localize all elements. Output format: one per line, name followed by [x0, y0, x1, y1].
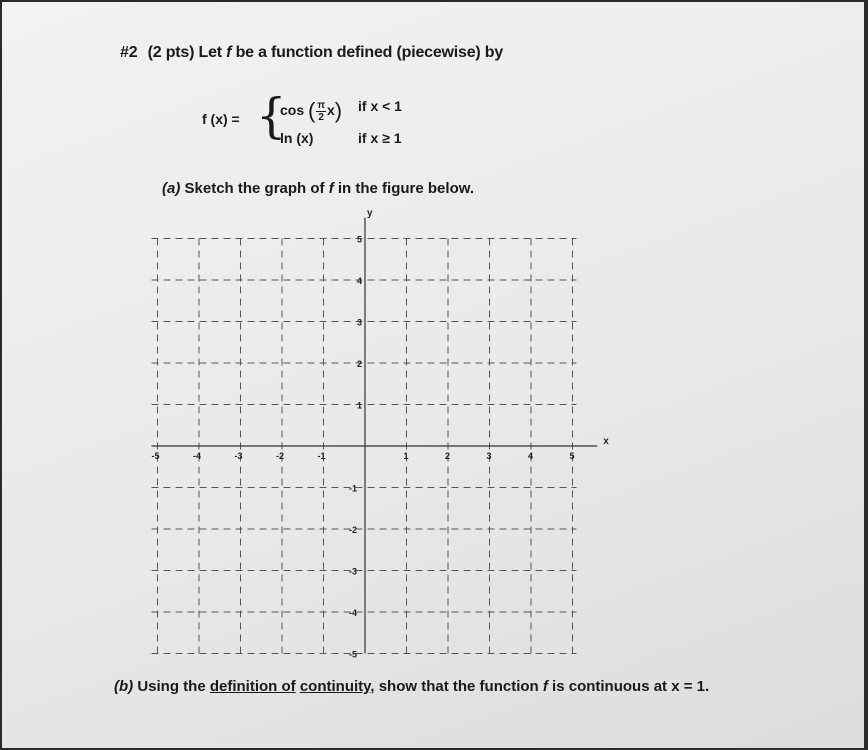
x-tick-label: -5 [151, 451, 160, 461]
y-axis-label: y [367, 207, 373, 219]
fraction-numerator: π [317, 99, 325, 111]
x-tick-label: -1 [317, 451, 326, 461]
y-tick-label: 2 [357, 359, 363, 369]
x-tick-label: -4 [193, 451, 202, 461]
open-paren: ( [308, 98, 316, 123]
y-tick-label: -5 [349, 649, 358, 660]
problem-points: (2 pts) [147, 44, 195, 61]
statement-var: f [226, 44, 232, 61]
x-tick-label: 5 [569, 451, 575, 461]
y-tick-label: 5 [357, 234, 363, 245]
part-a-var: f [328, 180, 334, 197]
case1-function: cos [280, 102, 305, 118]
y-tick-label: -4 [349, 608, 358, 618]
continuity-link: continuity [299, 678, 371, 695]
problem-number: #2 [120, 44, 138, 61]
x-tick-label: 1 [403, 451, 409, 461]
part-a-text-pre: Sketch the graph of [184, 180, 325, 197]
part-b-text-pre: Using the [137, 678, 206, 695]
statement-pre: Let [198, 44, 222, 61]
x-axis-label: x [603, 436, 609, 447]
left-brace: { [256, 88, 287, 144]
y-tick-label: -3 [349, 566, 358, 577]
coordinate-grid[interactable] [2, 2, 864, 748]
part-b-label: (b) [114, 678, 134, 695]
x-tick-label: -3 [234, 451, 243, 461]
fraction-denominator: 2 [318, 111, 324, 123]
part-b-text-mid: , show that the function [370, 678, 539, 695]
formula-lhs: f (x) = [202, 111, 240, 127]
definition-of-link: definition of [209, 678, 296, 695]
y-tick-label: 4 [357, 276, 363, 286]
x-tick-label: 2 [445, 451, 451, 461]
case2-condition: if x ≥ 1 [358, 130, 402, 146]
part-a-label: (a) [162, 180, 181, 197]
part-b-text-post: is continuous at x = 1. [552, 678, 710, 695]
statement-post: be a function defined (piecewise) by [235, 44, 504, 61]
worksheet-page [2, 2, 864, 748]
case1-variable: x [327, 102, 335, 118]
y-tick-label: -1 [349, 483, 358, 494]
part-a-text-post: in the figure below. [337, 180, 475, 197]
case1-condition: if x < 1 [358, 98, 402, 114]
y-tick-label: 3 [357, 317, 363, 328]
part-b-var: f [542, 678, 548, 695]
x-tick-label: -2 [276, 451, 285, 461]
part-b-prompt [114, 678, 709, 695]
case2-expression: ln (x) [280, 130, 314, 146]
y-tick-label: 1 [357, 400, 363, 411]
x-tick-label: 3 [486, 451, 492, 461]
y-tick-label: -2 [349, 525, 358, 535]
close-paren: ) [334, 98, 343, 123]
x-tick-label: 4 [528, 451, 534, 461]
